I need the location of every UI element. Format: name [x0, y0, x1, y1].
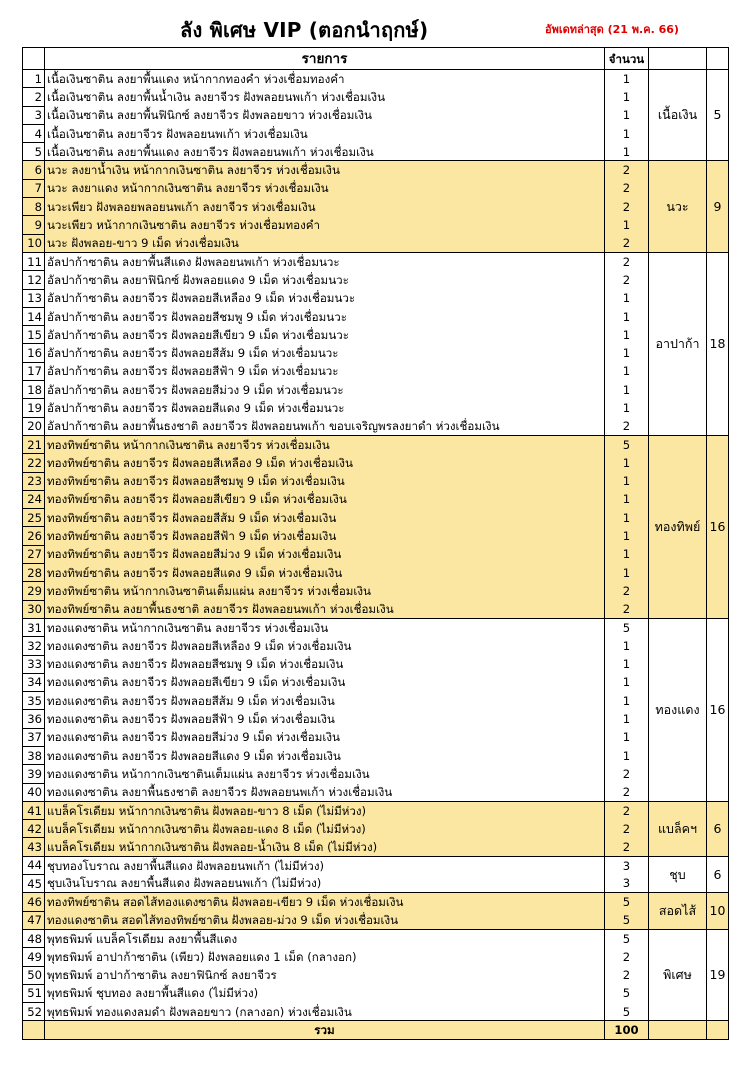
table-row	[23, 472, 729, 490]
item-description: อัลปาก้าซาติน ลงยาพื้นธงชาติ ลงยาจีวร ฝังพลอยนพเก้า ขอบเจริญพรลงยาดำ ห่วงเชื่อมเงิน	[45, 417, 605, 435]
group-total: 16	[707, 435, 729, 618]
item-quantity: 1	[605, 362, 649, 380]
group-total: 6	[707, 801, 729, 856]
item-quantity: 5	[605, 618, 649, 636]
row-number: 35	[23, 692, 45, 710]
item-description: นวะเพียว หน้ากากเงินซาติน ลงยาจีวร ห่วงเชื่อมทองคำ	[45, 216, 605, 234]
header-no	[23, 48, 45, 70]
table-row	[23, 344, 729, 362]
table-row	[23, 765, 729, 783]
row-number: 28	[23, 564, 45, 582]
table-row	[23, 929, 729, 947]
item-description: ทองแดงซาติน ลงยาจีวร ฝังพลอยสีม่วง 9 เม็ด ห่วงเชื่อมเงิน	[45, 728, 605, 746]
item-description: แบล็คโรเดียม หน้ากากเงินซาติน ฝังพลอย-น้ำเงิน 8 เม็ด (ไม่มีห่วง)	[45, 838, 605, 856]
item-description: ทองแดงซาติน ลงยาจีวร ฝังพลอยสีส้ม 9 เม็ด ห่วงเชื่อมเงิน	[45, 692, 605, 710]
item-quantity: 1	[605, 143, 649, 161]
item-description: เนื้อเงินซาติน ลงยาพื้นน้ำเงิน ลงยาจีวร ฝังพลอยนพเก้า ห่วงเชื่อมเงิน	[45, 88, 605, 106]
item-description: ทองแดงซาติน หน้ากากเงินซาติน ลงยาจีวร ห่วงเชื่อมเงิน	[45, 618, 605, 636]
item-quantity: 1	[605, 564, 649, 582]
table-row	[23, 655, 729, 673]
item-quantity: 2	[605, 765, 649, 783]
table-row	[23, 600, 729, 618]
row-number: 23	[23, 472, 45, 490]
item-description: อัลปาก้าซาติน ลงยาพื้นสีแดง ฝังพลอยนพเก้า ห่วงเชื่อมนวะ	[45, 252, 605, 270]
inventory-table	[22, 47, 729, 1040]
table-row	[23, 252, 729, 270]
item-description: พุทธพิมพ์ อาปาก้าซาติน (เพียว) ฝังพลอยแดง 1 เม็ด (กลางอก)	[45, 948, 605, 966]
row-number: 17	[23, 362, 45, 380]
row-number: 3	[23, 106, 45, 124]
table-row	[23, 545, 729, 563]
group-name: สอดไส้	[649, 893, 707, 930]
row-number: 43	[23, 838, 45, 856]
table-row	[23, 161, 729, 179]
item-description: อัลปาก้าซาติน ลงยาจีวร ฝังพลอยสีชมพู 9 เม็ด ห่วงเชื่อมนวะ	[45, 307, 605, 325]
row-number: 22	[23, 454, 45, 472]
item-quantity: 1	[605, 454, 649, 472]
item-quantity: 5	[605, 435, 649, 453]
header-category	[649, 48, 707, 70]
row-number: 10	[23, 234, 45, 252]
item-quantity: 1	[605, 710, 649, 728]
item-quantity: 3	[605, 856, 649, 874]
item-description: ทองแดงซาติน ลงยาจีวร ฝังพลอยสีแดง 9 เม็ด ห่วงเชื่อมเงิน	[45, 746, 605, 764]
table-row	[23, 271, 729, 289]
row-number: 40	[23, 783, 45, 801]
table-row	[23, 966, 729, 984]
group-total: 9	[707, 161, 729, 252]
item-description: ชุบทองโบราณ ลงยาพื้นสีแดง ฝังพลอยนพเก้า (ไม่มีห่วง)	[45, 856, 605, 874]
table-row	[23, 435, 729, 453]
row-number: 29	[23, 582, 45, 600]
item-description: นวะเพียว ฝังพลอยพลอยนพเก้า ลงยาจีวร ห่วงเชื่อมเงิน	[45, 198, 605, 216]
table-row	[23, 362, 729, 380]
item-quantity: 5	[605, 929, 649, 947]
row-number: 30	[23, 600, 45, 618]
item-description: แบล็คโรเดียม หน้ากากเงินซาติน ฝังพลอย-ขาว 8 เม็ด (ไม่มีห่วง)	[45, 801, 605, 819]
total-empty	[649, 1021, 707, 1040]
table-row	[23, 234, 729, 252]
total-empty-2	[707, 1021, 729, 1040]
table-row	[23, 564, 729, 582]
item-description: อัลปาก้าซาติน ลงยาจีวร ฝังพลอยสีแดง 9 เม็ด ห่วงเชื่อมนวะ	[45, 399, 605, 417]
row-number: 36	[23, 710, 45, 728]
row-number: 25	[23, 509, 45, 527]
table-row	[23, 326, 729, 344]
item-quantity: 1	[605, 399, 649, 417]
row-number: 32	[23, 637, 45, 655]
item-quantity: 2	[605, 783, 649, 801]
item-quantity: 2	[605, 198, 649, 216]
table-row	[23, 106, 729, 124]
row-number: 44	[23, 856, 45, 874]
table-row	[23, 124, 729, 142]
table-row	[23, 509, 729, 527]
item-description: ทองทิพย์ซาติน ลงยาจีวร ฝังพลอยสีม่วง 9 เม็ด ห่วงเชื่อมเงิน	[45, 545, 605, 563]
group-total: 19	[707, 929, 729, 1020]
item-quantity: 2	[605, 582, 649, 600]
item-quantity: 2	[605, 417, 649, 435]
item-description: ทองแดงซาติน ลงยาจีวร ฝังพลอยสีเหลือง 9 เม็ด ห่วงเชื่อมเงิน	[45, 637, 605, 655]
item-quantity: 1	[605, 490, 649, 508]
table-row	[23, 783, 729, 801]
table-row	[23, 838, 729, 856]
row-number: 33	[23, 655, 45, 673]
table-row	[23, 381, 729, 399]
item-description: ทองแดงซาติน หน้ากากเงินซาตินเต็มแผ่น ลงยาจีวร ห่วงเชื่อมเงิน	[45, 765, 605, 783]
row-number: 1	[23, 70, 45, 88]
table-row	[23, 88, 729, 106]
group-name: นวะ	[649, 161, 707, 252]
row-number: 39	[23, 765, 45, 783]
row-number: 9	[23, 216, 45, 234]
item-quantity: 1	[605, 655, 649, 673]
row-number: 21	[23, 435, 45, 453]
item-quantity: 2	[605, 179, 649, 197]
table-row	[23, 911, 729, 929]
group-name: อาปาก้า	[649, 252, 707, 435]
row-number: 50	[23, 966, 45, 984]
table-row	[23, 70, 729, 88]
item-quantity: 1	[605, 307, 649, 325]
header-qty: จำนวน	[605, 48, 649, 70]
item-description: นวะ ลงยาน้ำเงิน หน้ากากเงินซาติน ลงยาจีวร ห่วงเชื่อมเงิน	[45, 161, 605, 179]
table-body	[23, 70, 729, 1021]
item-quantity: 1	[605, 106, 649, 124]
item-description: พุทธพิมพ์ ชุบทอง ลงยาพื้นสีแดง (ไม่มีห่วง)	[45, 984, 605, 1002]
total-label: รวม	[45, 1021, 605, 1040]
row-number: 37	[23, 728, 45, 746]
row-number: 18	[23, 381, 45, 399]
item-description: ทองทิพย์ซาติน ลงยาจีวร ฝังพลอยสีแดง 9 เม็ด ห่วงเชื่อมเงิน	[45, 564, 605, 582]
table-row	[23, 746, 729, 764]
item-quantity: 1	[605, 88, 649, 106]
table-row	[23, 801, 729, 819]
item-quantity: 2	[605, 838, 649, 856]
row-number: 5	[23, 143, 45, 161]
table-row	[23, 637, 729, 655]
item-description: ทองทิพย์ซาติน สอดไส้ทองแดงซาติน ฝังพลอย-เขียว 9 เม็ด ห่วงเชื่อมเงิน	[45, 893, 605, 911]
table-row	[23, 179, 729, 197]
table-row	[23, 1003, 729, 1021]
table-row	[23, 728, 729, 746]
item-description: อัลปาก้าซาติน ลงยาจีวร ฝังพลอยสีเหลือง 9 เม็ด ห่วงเชื่อมนวะ	[45, 289, 605, 307]
item-description: นวะ ลงยาแดง หน้ากากเงินซาติน ลงยาจีวร ห่วงเชื่อมเงิน	[45, 179, 605, 197]
item-quantity: 1	[605, 673, 649, 691]
row-number: 31	[23, 618, 45, 636]
item-description: ทองทิพย์ซาติน ลงยาพื้นธงชาติ ลงยาจีวร ฝังพลอยนพเก้า ห่วงเชื่อมเงิน	[45, 600, 605, 618]
item-quantity: 2	[605, 948, 649, 966]
table-row	[23, 618, 729, 636]
item-description: ทองทิพย์ซาติน หน้ากากเงินซาตินเต็มแผ่น ลงยาจีวร ห่วงเชื่อมเงิน	[45, 582, 605, 600]
row-number: 27	[23, 545, 45, 563]
table-row	[23, 289, 729, 307]
item-quantity: 1	[605, 381, 649, 399]
item-quantity: 2	[605, 820, 649, 838]
row-number: 24	[23, 490, 45, 508]
row-number: 13	[23, 289, 45, 307]
row-number: 6	[23, 161, 45, 179]
item-quantity: 2	[605, 161, 649, 179]
row-number: 14	[23, 307, 45, 325]
row-number: 16	[23, 344, 45, 362]
item-description: เนื้อเงินซาติน ลงยาจีวร ฝังพลอยนพเก้า ห่วงเชื่อมเงิน	[45, 124, 605, 142]
table-row	[23, 893, 729, 911]
row-number: 8	[23, 198, 45, 216]
row-number: 19	[23, 399, 45, 417]
row-number: 34	[23, 673, 45, 691]
item-description: นวะ ฝังพลอย-ขาว 9 เม็ด ห่วงเชื่อมเงิน	[45, 234, 605, 252]
item-quantity: 1	[605, 124, 649, 142]
item-quantity: 5	[605, 893, 649, 911]
group-total: 10	[707, 893, 729, 930]
item-description: อัลปาก้าซาติน ลงยาจีวร ฝังพลอยสีส้ม 9 เม็ด ห่วงเชื่อมนวะ	[45, 344, 605, 362]
document-title: ลัง พิเศษ VIP (ตอกนำฤกษ์)	[180, 18, 429, 42]
row-number: 42	[23, 820, 45, 838]
table-row	[23, 417, 729, 435]
item-quantity: 1	[605, 216, 649, 234]
table-row	[23, 216, 729, 234]
header-row	[23, 48, 729, 70]
group-name: พิเศษ	[649, 929, 707, 1020]
row-number: 4	[23, 124, 45, 142]
table-row	[23, 198, 729, 216]
item-quantity: 2	[605, 801, 649, 819]
item-quantity: 1	[605, 344, 649, 362]
row-number: 52	[23, 1003, 45, 1021]
table-row	[23, 948, 729, 966]
group-total: 18	[707, 252, 729, 435]
item-description: อัลปาก้าซาติน ลงยาฟินิกซ์ ฝังพลอยแดง 9 เม็ด ห่วงเชื่อมนวะ	[45, 271, 605, 289]
item-quantity: 1	[605, 692, 649, 710]
row-number: 26	[23, 527, 45, 545]
item-description: ทองแดงซาติน ลงยาพื้นธงชาติ ลงยาจีวร ฝังพลอยนพเก้า ห่วงเชื่อมเงิน	[45, 783, 605, 801]
item-quantity: 2	[605, 234, 649, 252]
table-row	[23, 820, 729, 838]
title-row	[0, 12, 752, 42]
row-number: 41	[23, 801, 45, 819]
item-quantity: 2	[605, 966, 649, 984]
item-description: ทองแดงซาติน สอดไส้ทองทิพย์ซาติน ฝังพลอย-ม่วง 9 เม็ด ห่วงเชื่อมเงิน	[45, 911, 605, 929]
total-spacer	[23, 1021, 45, 1040]
item-quantity: 1	[605, 728, 649, 746]
row-number: 15	[23, 326, 45, 344]
group-name: เนื้อเงิน	[649, 70, 707, 161]
row-number: 49	[23, 948, 45, 966]
row-number: 11	[23, 252, 45, 270]
row-number: 20	[23, 417, 45, 435]
table-row	[23, 673, 729, 691]
row-number: 12	[23, 271, 45, 289]
item-quantity: 1	[605, 545, 649, 563]
item-quantity: 2	[605, 271, 649, 289]
row-number: 48	[23, 929, 45, 947]
item-quantity: 1	[605, 70, 649, 88]
item-quantity: 5	[605, 984, 649, 1002]
item-quantity: 1	[605, 289, 649, 307]
item-quantity: 5	[605, 1003, 649, 1021]
table-row	[23, 527, 729, 545]
item-quantity: 2	[605, 252, 649, 270]
table-row	[23, 984, 729, 1002]
item-description: แบล็คโรเดียม หน้ากากเงินซาติน ฝังพลอย-แดง 8 เม็ด (ไม่มีห่วง)	[45, 820, 605, 838]
table-row	[23, 143, 729, 161]
item-description: พุทธพิมพ์ ทองแดงลมดำ ฝังพลอยขาว (กลางอก) ห่วงเชื่อมเงิน	[45, 1003, 605, 1021]
item-description: ชุบเงินโบราณ ลงยาพื้นสีแดง ฝังพลอยนพเก้า (ไม่มีห่วง)	[45, 875, 605, 893]
item-description: พุทธพิมพ์ อาปาก้าซาติน ลงยาฟินิกซ์ ลงยาจีวร	[45, 966, 605, 984]
group-total: 16	[707, 618, 729, 801]
table-row	[23, 856, 729, 874]
row-number: 45	[23, 875, 45, 893]
item-quantity: 1	[605, 527, 649, 545]
item-quantity: 1	[605, 472, 649, 490]
table-row	[23, 454, 729, 472]
item-description: ทองแดงซาติน ลงยาจีวร ฝังพลอยสีชมพู 9 เม็ด ห่วงเชื่อมเงิน	[45, 655, 605, 673]
updated-date: อัพเดทล่าสุด (21 พ.ค. 66)	[545, 23, 679, 36]
group-total: 6	[707, 856, 729, 893]
group-total: 5	[707, 70, 729, 161]
item-description: ทองทิพย์ซาติน ลงยาจีวร ฝังพลอยสีเหลือง 9 เม็ด ห่วงเชื่อมเงิน	[45, 454, 605, 472]
item-description: ทองทิพย์ซาติน ลงยาจีวร ฝังพลอยสีชมพู 9 เม็ด ห่วงเชื่อมเงิน	[45, 472, 605, 490]
table-row	[23, 692, 729, 710]
item-quantity: 3	[605, 875, 649, 893]
item-description: อัลปาก้าซาติน ลงยาจีวร ฝังพลอยสีฟ้า 9 เม็ด ห่วงเชื่อมนวะ	[45, 362, 605, 380]
item-quantity: 1	[605, 509, 649, 527]
row-number: 38	[23, 746, 45, 764]
group-name: ทองแดง	[649, 618, 707, 801]
item-description: พุทธพิมพ์ แบล็คโรเดียม ลงยาพื้นสีแดง	[45, 929, 605, 947]
item-description: เนื้อเงินซาติน ลงยาพื้นฟินิกซ์ ลงยาจีวร ฝังพลอยขาว ห่วงเชื่อมเงิน	[45, 106, 605, 124]
item-quantity: 1	[605, 637, 649, 655]
item-quantity: 2	[605, 600, 649, 618]
table-row	[23, 875, 729, 893]
row-number: 7	[23, 179, 45, 197]
group-name: ชุบ	[649, 856, 707, 893]
group-name: แบล็คฯ	[649, 801, 707, 856]
table-row	[23, 490, 729, 508]
item-description: อัลปาก้าซาติน ลงยาจีวร ฝังพลอยสีเขียว 9 เม็ด ห่วงเชื่อมนวะ	[45, 326, 605, 344]
item-description: ทองทิพย์ซาติน หน้ากากเงินซาติน ลงยาจีวร ห่วงเชื่อมเงิน	[45, 435, 605, 453]
row-number: 51	[23, 984, 45, 1002]
item-quantity: 1	[605, 746, 649, 764]
table-row	[23, 307, 729, 325]
item-quantity: 1	[605, 326, 649, 344]
table-row	[23, 710, 729, 728]
row-number: 2	[23, 88, 45, 106]
group-name: ทองทิพย์	[649, 435, 707, 618]
item-description: ทองทิพย์ซาติน ลงยาจีวร ฝังพลอยสีเขียว 9 เม็ด ห่วงเชื่อมเงิน	[45, 490, 605, 508]
item-description: เนื้อเงินซาติน ลงยาพื้นแดง หน้ากากทองคำ ห่วงเชื่อมทองคำ	[45, 70, 605, 88]
item-description: ทองแดงซาติน ลงยาจีวร ฝังพลอยสีฟ้า 9 เม็ด ห่วงเชื่อมเงิน	[45, 710, 605, 728]
item-description: ทองแดงซาติน ลงยาจีวร ฝังพลอยสีเขียว 9 เม็ด ห่วงเชื่อมเงิน	[45, 673, 605, 691]
total-row	[23, 1021, 729, 1040]
table-row	[23, 399, 729, 417]
row-number: 47	[23, 911, 45, 929]
header-item: รายการ	[45, 48, 605, 70]
row-number: 46	[23, 893, 45, 911]
total-qty: 100	[605, 1021, 649, 1040]
item-description: ทองทิพย์ซาติน ลงยาจีวร ฝังพลอยสีส้ม 9 เม็ด ห่วงเชื่อมเงิน	[45, 509, 605, 527]
table-row	[23, 582, 729, 600]
item-quantity: 5	[605, 911, 649, 929]
item-description: เนื้อเงินซาติน ลงยาพื้นแดง ลงยาจีวร ฝังพลอยนพเก้า ห่วงเชื่อมเงิน	[45, 143, 605, 161]
item-description: อัลปาก้าซาติน ลงยาจีวร ฝังพลอยสีม่วง 9 เม็ด ห่วงเชื่อมนวะ	[45, 381, 605, 399]
header-total	[707, 48, 729, 70]
item-description: ทองทิพย์ซาติน ลงยาจีวร ฝังพลอยสีฟ้า 9 เม็ด ห่วงเชื่อมเงิน	[45, 527, 605, 545]
